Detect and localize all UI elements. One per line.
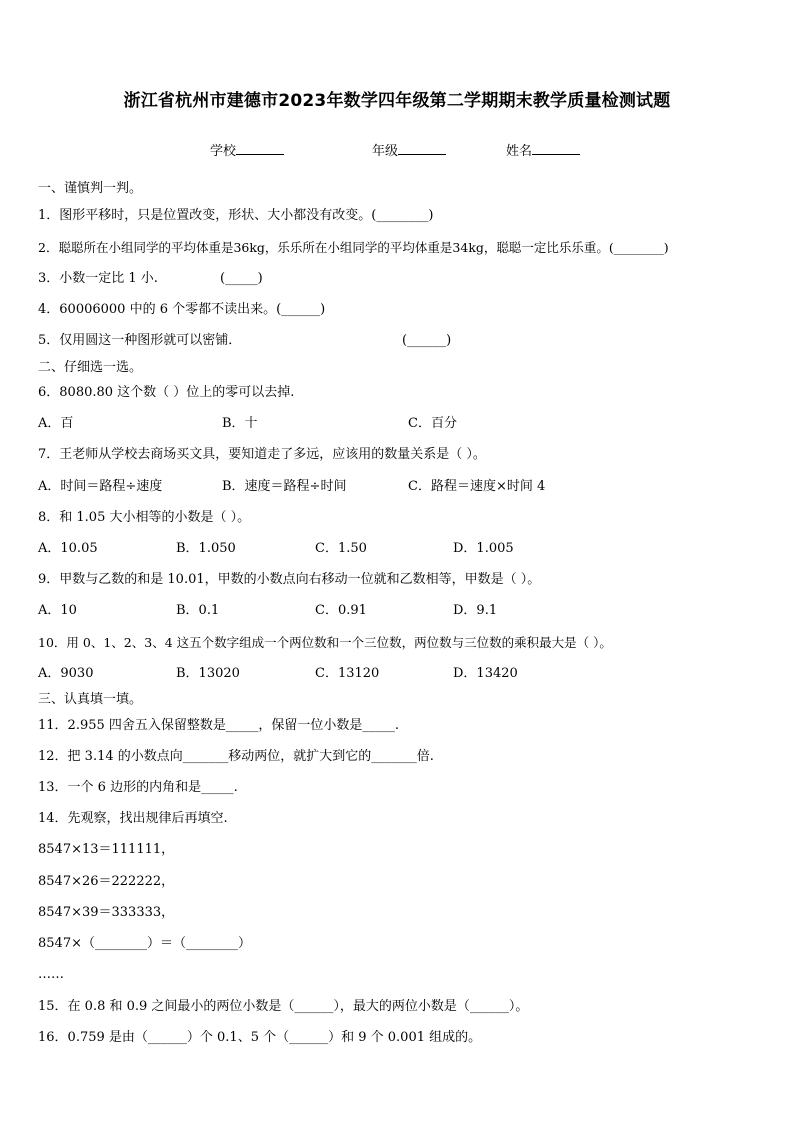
question-10-option-c: C．13120 [315,666,380,681]
question-6-option-a: A．百 [38,416,74,431]
question-6-option-c: C．百分 [408,416,457,431]
question-9-option-b: B．0.1 [176,603,220,618]
grade-field [372,140,446,159]
grade-label: 年级 [372,144,399,159]
question-6: 6．8080.80 这个数（ ）位上的零可以去掉. [38,385,295,400]
question-10-option-d: D．13420 [453,666,518,681]
question-11: 11．2.955 四舍五入保留整数是_____，保留一位小数是_____. [38,718,400,733]
school-field [210,140,284,159]
question-14-ellipsis: …… [38,967,64,982]
question-8-option-a: A．10.05 [38,541,98,556]
question-13: 13．一个 6 边形的内角和是_____. [38,780,238,795]
question-16: 16．0.759 是由（______）个 0.1、5 个（______）和 9 个 0.001 组成的。 [38,1030,482,1045]
question-8-option-c: C．1.50 [315,541,367,556]
question-14-line-1: 8547×13＝111111， [38,842,175,857]
question-15: 15．在 0.8 和 0.9 之间最小的两位小数是（______），最大的两位小数是（______）。 [38,999,529,1014]
question-3-answer-blank: (_____) [220,271,263,286]
question-7-option-a: A．时间＝路程÷速度 [38,479,163,494]
question-14-line-4: 8547×（________）＝（________） [38,936,251,951]
section-heading-3: 三、认真填一填。 [38,692,143,707]
question-6-option-b: B．十 [222,416,258,431]
question-3: 3．小数一定比 1 小. [38,271,158,286]
question-5-answer-blank: (______) [402,333,452,348]
question-7-option-b: B．速度＝路程÷时间 [222,479,347,494]
question-14-line-3: 8547×39＝333333， [38,905,175,920]
school-label: 学校 [210,144,237,159]
name-label: 姓名 [506,144,533,159]
question-12: 12．把 3.14 的小数点向_______移动两位，就扩大到它的_______倍. [38,749,434,764]
question-9-option-a: A．10 [38,603,77,618]
section-heading-2: 二、仔细选一选。 [38,360,143,375]
grade-blank[interactable] [398,142,446,155]
question-14-line-2: 8547×26＝222222， [38,874,175,889]
question-9: 9．甲数与乙数的和是 10.01，甲数的小数点向右移动一位就和乙数相等，甲数是（ ）。 [38,572,541,587]
question-10-option-b: B．13020 [176,666,240,681]
question-9-option-c: C．0.91 [315,603,367,618]
question-14: 14．先观察，找出规律后再填空. [38,811,228,826]
question-7-option-c: C．路程＝速度×时间 4 [408,479,546,494]
question-9-option-d: D．9.1 [453,603,498,618]
question-8-option-d: D．1.005 [453,541,514,556]
name-field [506,140,580,159]
question-5: 5．仅用圆这一种图形就可以密铺． [38,333,242,348]
question-1: 1．图形平移时，只是位置改变，形状、大小都没有改变。(________) [38,208,434,223]
question-10-option-a: A．9030 [38,666,94,681]
question-7: 7．王老师从学校去商场买文具，要知道走了多远，应该用的数量关系是（ ）。 [38,447,486,462]
question-10: 10．用 0、1、2、3、4 这五个数字组成一个两位数和一个三位数，两位数与三位数的乘积最大是（ ）。 [38,635,612,650]
question-2: 2．聪聪所在小组同学的平均体重是36kg，乐乐所在小组同学的平均体重是34kg，聪聪一定比乐乐重。(________) [38,240,669,255]
question-4: 4．60006000 中的 6 个零都不读出来。(______) [38,302,326,317]
name-blank[interactable] [532,142,580,155]
exam-title: 浙江省杭州市建德市2023年数学四年级第二学期期末教学质量检测试题 [123,91,671,111]
question-8-option-b: B．1.050 [176,541,236,556]
section-heading-1: 一、谨慎判一判。 [38,181,143,196]
question-8: 8．和 1.05 大小相等的小数是（ ）。 [38,510,251,525]
school-blank[interactable] [236,142,284,155]
